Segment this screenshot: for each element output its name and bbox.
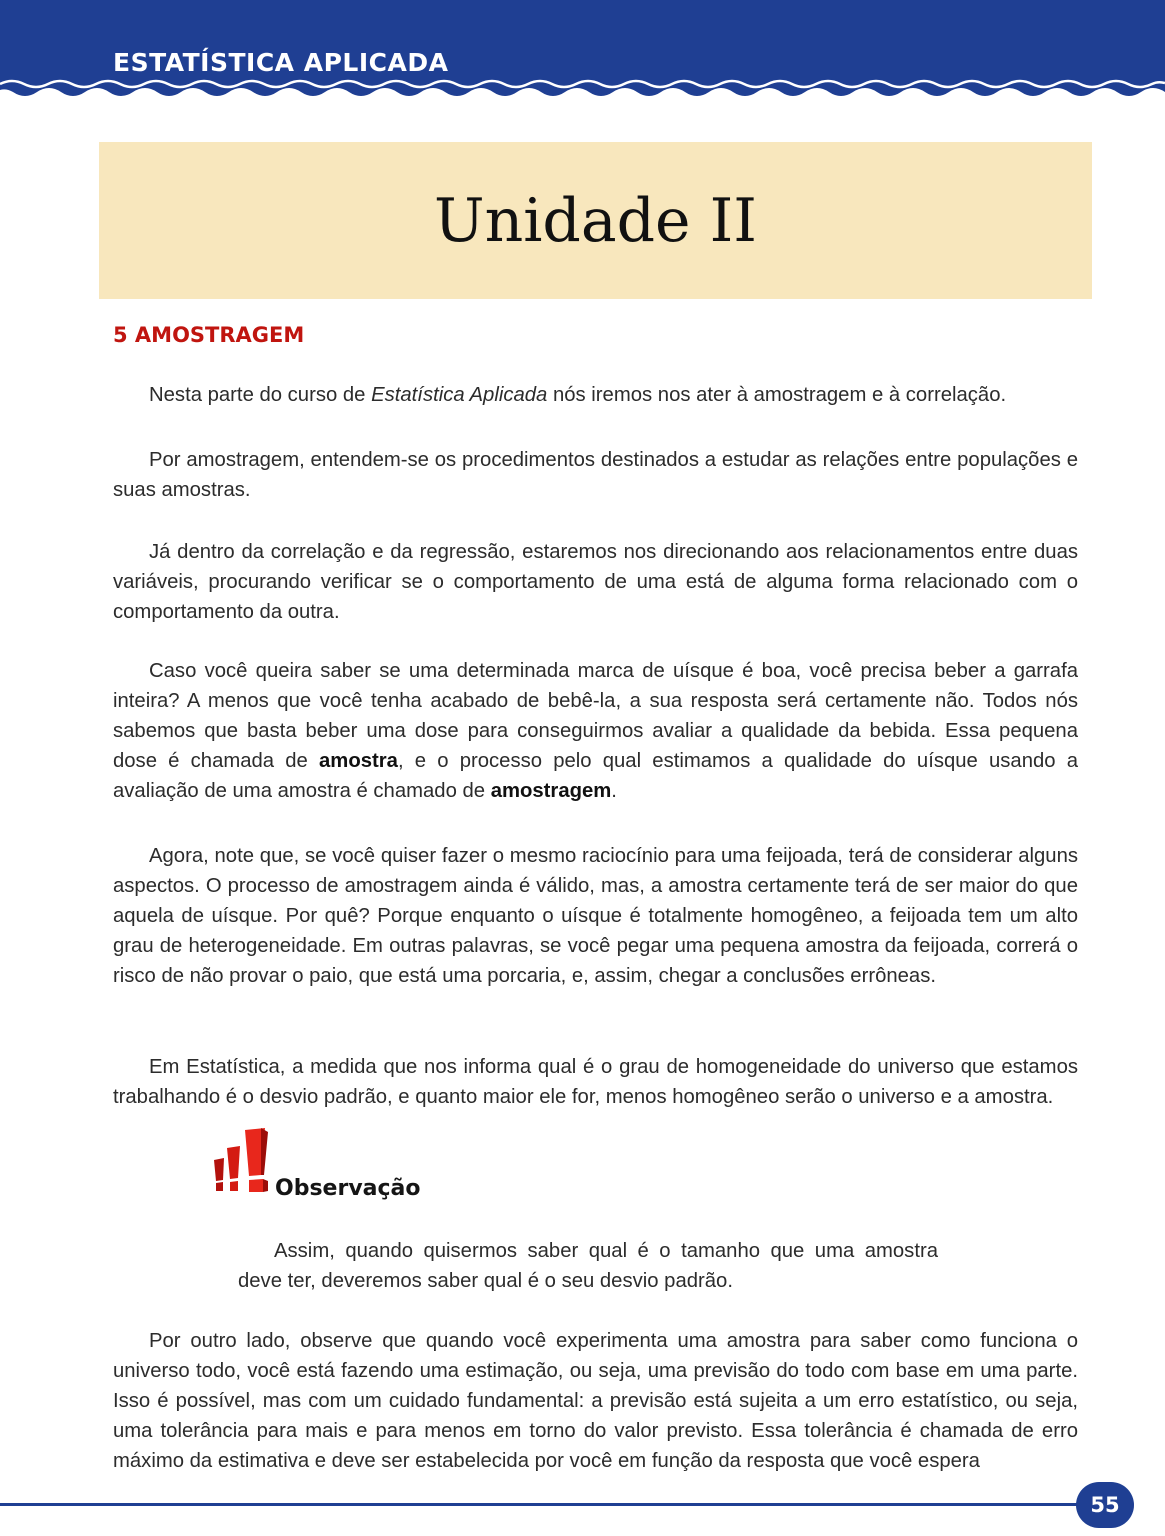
- paragraph-7: Por outro lado, observe que quando você experimenta uma amostra para saber como funciona o universo todo, você está fazendo uma estimação, ou seja, uma previsão do todo com base em uma parte. Isso é possível, mas com um cuidado fundamental: a previsão está sujeita a um erro estatístico, ou seja, uma tolerância para mais e para menos em torno do valor previsto. Essa tolerância é chamada de erro máximo da estimativa e deve ser estabelecida por você em função da resposta que você espera: [113, 1330, 1078, 1472]
- page-number: 55: [1076, 1482, 1134, 1528]
- paragraph-4-text-b: , e o processo pelo qual estimamos a qualidade do uísque usando a avaliação de uma amostra é chamado de: [113, 750, 1079, 802]
- paragraph-1: [113, 380, 1078, 410]
- unit-banner: [99, 142, 1092, 299]
- page-header: [0, 0, 1165, 100]
- footer-rule: [0, 1503, 1080, 1506]
- paragraph-5: Agora, note que, se você quiser fazer o mesmo raciocínio para uma feijoada, terá de considerar alguns aspectos. O processo de amostragem ainda é válido, mas, a amostra certamente terá de ser maior do que aquela de uísque. Por quê? Porque enquanto o uísque é totalmente homogêneo, a feijoada tem um alto grau de heterogeneidade. Em outras palavras, se você pegar uma pequena amostra da feijoada, correrá o risco de não provar o paio, que está uma porcaria, e, assim, chegar a conclusões errôneas.: [113, 845, 1078, 987]
- unit-title: Unidade II: [434, 186, 757, 256]
- term-amostragem: amostragem: [490, 780, 612, 802]
- paragraph-3: Já dentro da correlação e da regressão, estaremos nos direcionando aos relacionamentos entre duas variáveis, procurando verificar se o comportamento de uma está de alguma forma relacionado com o comportamento da outra.: [113, 541, 1078, 623]
- observation-title: Observação: [275, 1176, 421, 1201]
- paragraph-1-italic: Estatística Aplicada: [371, 384, 548, 406]
- header-title: ESTATÍSTICA APLICADA: [113, 48, 449, 77]
- term-amostra: amostra: [319, 750, 398, 772]
- paragraph-4: [113, 656, 1078, 806]
- paragraph-2: Por amostragem, entendem-se os procedimentos destinados a estudar as relações entre populações e suas amostras.: [113, 449, 1078, 501]
- paragraph-6: Em Estatística, a medida que nos informa qual é o grau de homogeneidade do universo que estamos trabalhando é o desvio padrão, e quanto maior ele for, menos homogêneo serão o universo e a amostra.: [113, 1056, 1078, 1108]
- paragraph-1-text-a: Nesta parte do curso de: [149, 384, 372, 406]
- exclamation-marks-icon: [213, 1128, 269, 1196]
- paragraph-1-text-b: nós iremos nos ater à amostragem e à correlação.: [547, 384, 1007, 406]
- paragraph-4-text-c: .: [611, 780, 617, 802]
- section-heading: 5 AMOSTRAGEM: [113, 323, 305, 347]
- paragraph-4-text-a: Caso você queira saber se uma determinada marca de uísque é boa, você precisa beber a garrafa inteira? A menos que você tenha acabado de bebê-la, a sua resposta será certamente não. Todos nós sabemos que basta beber uma dose para conseguirmos avaliar a qualidade da bebida. Essa pequena dose é chamada de: [113, 660, 1078, 772]
- observation-text: Assim, quando quisermos saber qual é o tamanho que uma amostra deve ter, deveremos saber qual é o seu desvio padrão.: [238, 1240, 938, 1292]
